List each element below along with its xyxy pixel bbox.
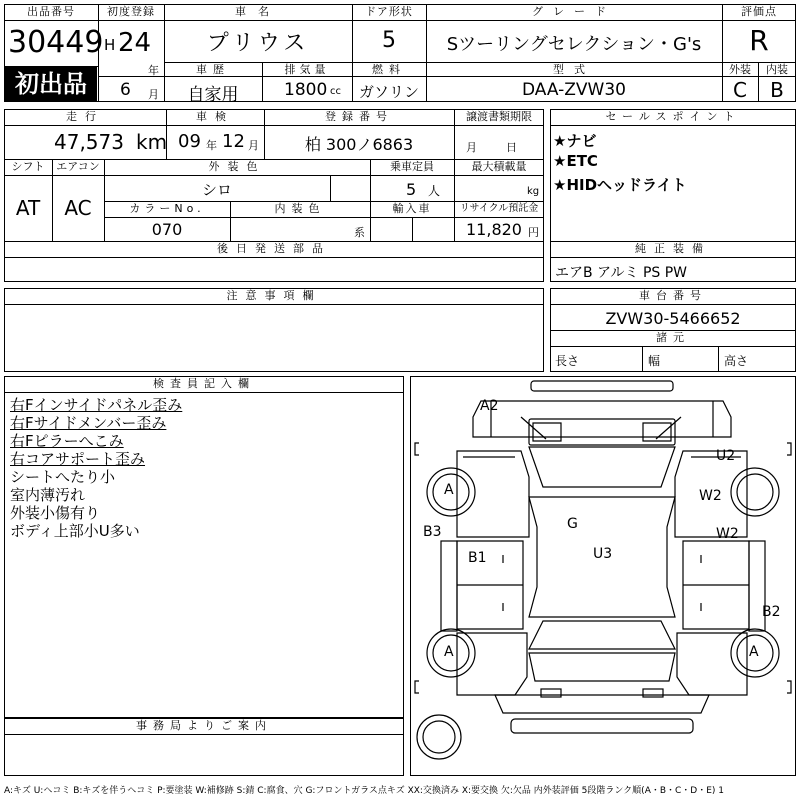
interior-color-label: 内装色 bbox=[274, 202, 326, 215]
inspector-note: 外装小傷有り bbox=[10, 504, 101, 522]
sales-point-1: ★ナビ bbox=[553, 132, 597, 150]
color-label: 外装色 bbox=[208, 160, 266, 173]
inspector-note: シートへたり小 bbox=[10, 468, 116, 486]
capacity-unit: 人 bbox=[428, 184, 441, 198]
car-name: プリウス bbox=[206, 31, 310, 56]
model-value: DAA-ZVW30 bbox=[521, 80, 626, 100]
displacement-unit: cc bbox=[330, 86, 341, 97]
history-label: 車歴 bbox=[196, 63, 230, 76]
recycle-unit: 円 bbox=[528, 226, 539, 239]
score-value: R bbox=[749, 24, 769, 57]
color-no-value: 070 bbox=[151, 220, 183, 239]
max-load-unit: kg bbox=[527, 186, 540, 197]
fuel-label: 燃料 bbox=[372, 63, 406, 76]
displacement-label: 排気量 bbox=[284, 63, 330, 76]
mileage-unit: km bbox=[136, 130, 168, 154]
history-value: 自家用 bbox=[187, 85, 239, 105]
damage-mark-a-rear-right: A bbox=[749, 644, 759, 660]
damage-mark-u2: U2 bbox=[716, 448, 736, 464]
damage-mark-u3: U3 bbox=[593, 546, 613, 562]
lot-number-label: 出品番号 bbox=[27, 5, 75, 18]
era-value: H bbox=[104, 36, 116, 54]
max-load-label: 最大積載量 bbox=[471, 160, 527, 173]
interior-color-unit: 系 bbox=[354, 226, 365, 239]
damage-mark-w2-right: W2 bbox=[716, 526, 739, 542]
inspector-note: 右コアサポート歪み bbox=[10, 450, 146, 468]
transfer-day-unit: 日 bbox=[506, 141, 517, 154]
ac-label: エアコン bbox=[56, 160, 100, 173]
length-label: 長さ bbox=[555, 354, 580, 368]
shift-value: AT bbox=[15, 196, 41, 220]
fuel-value: ガソリン bbox=[358, 83, 419, 101]
interior-grade: B bbox=[770, 78, 784, 102]
exterior-grade: C bbox=[733, 78, 747, 102]
inspection-year: 09 bbox=[178, 131, 201, 152]
first-registration-label: 初度登録 bbox=[107, 5, 155, 18]
mileage-label: 走行 bbox=[66, 110, 104, 123]
mileage-value: 47,573 bbox=[54, 130, 124, 154]
inspector-note: ボディ上部小U多い bbox=[10, 522, 140, 540]
shift-label: シフト bbox=[11, 160, 45, 173]
registration-year: 24 bbox=[118, 28, 152, 58]
year-unit: 年 bbox=[148, 64, 159, 77]
sales-point-3: ★HIDヘッドライト bbox=[553, 176, 687, 194]
first-listing-badge: 初出品 bbox=[5, 67, 97, 101]
car-diagram-box bbox=[410, 376, 796, 776]
lot-number: 30449 bbox=[8, 25, 104, 60]
damage-legend: A:キズ U:ヘコミ B:キズを伴うヘコミ P:要塗装 W:補修跡 S:錆 C:腐食、穴 G:フロントガラス点キズ XX:交換済み X:要交換 欠:欠品 内外装評価 5段階ランク順(A・B・C・D・E) 1 bbox=[4, 786, 725, 796]
recycle-label: リサイクル預託金 bbox=[459, 203, 539, 214]
car-name-label: 車名 bbox=[235, 5, 281, 18]
recycle-value: 11,820 bbox=[466, 220, 522, 239]
dimensions-label: 諸元 bbox=[656, 331, 690, 344]
interior-grade-label: 内装 bbox=[766, 63, 788, 76]
genuine-equipment-value: エアB アルミ PS PW bbox=[555, 265, 688, 281]
plate-label: 登録番号 bbox=[325, 110, 393, 123]
color-value: シロ bbox=[201, 181, 232, 199]
damage-mark-a-rear-left: A bbox=[444, 644, 454, 660]
height-label: 高さ bbox=[724, 354, 749, 368]
damage-mark-b2: B2 bbox=[762, 604, 781, 620]
grade-value: Sツーリングセレクション・G's bbox=[446, 34, 702, 55]
displacement-value: 1800 bbox=[284, 80, 328, 100]
damage-mark-a-front-left: A bbox=[444, 482, 454, 498]
width-label: 幅 bbox=[648, 354, 661, 368]
car-outline-diagram bbox=[411, 377, 795, 775]
inspector-note: 室内薄汚れ bbox=[10, 486, 86, 504]
transfer-month-unit: 月 bbox=[466, 141, 477, 154]
color-no-label: カラーNo. bbox=[129, 202, 205, 215]
doors-label: ドア形状 bbox=[365, 5, 413, 18]
inspection-month-unit: 月 bbox=[248, 139, 259, 152]
score-label: 評価点 bbox=[741, 5, 777, 18]
caution-label: 注意事項欄 bbox=[226, 289, 322, 302]
grade-label: グレード bbox=[532, 5, 616, 18]
damage-mark-a2: A2 bbox=[480, 398, 499, 414]
plate-value: 柏 300ノ6863 bbox=[304, 135, 414, 154]
sales-point-2: ★ETC bbox=[553, 152, 598, 170]
damage-mark-g: G bbox=[567, 516, 578, 532]
damage-mark-w2-upper: W2 bbox=[699, 488, 722, 504]
inspector-notes-list bbox=[10, 396, 182, 540]
chassis-label: 車台番号 bbox=[639, 289, 707, 302]
doors-value: 5 bbox=[382, 28, 396, 53]
month-unit: 月 bbox=[148, 88, 159, 101]
genuine-equipment-label: 純正装備 bbox=[635, 242, 711, 255]
inspector-note: 右Fピラーへこみ bbox=[10, 432, 124, 450]
capacity-label: 乗車定員 bbox=[390, 160, 434, 173]
import-label: 輸入車 bbox=[392, 202, 432, 215]
inspector-notes-label: 検査員記入欄 bbox=[153, 377, 255, 390]
inspector-note: 右Fサイドメンバー歪み bbox=[10, 414, 167, 432]
inspection-month: 12 bbox=[222, 131, 245, 152]
model-label: 型式 bbox=[553, 63, 595, 76]
damage-mark-b3: B3 bbox=[423, 524, 442, 540]
capacity-value: 5 bbox=[406, 180, 417, 199]
exterior-grade-label: 外装 bbox=[729, 63, 751, 76]
chassis-number: ZVW30-5466652 bbox=[605, 309, 741, 328]
ac-value: AC bbox=[64, 196, 92, 220]
sales-points-label: セールスポイント bbox=[605, 110, 741, 123]
inspection-label: 車検 bbox=[196, 110, 234, 123]
inspector-note: 右Fインサイドパネル歪み bbox=[10, 396, 183, 414]
later-parts-label: 後日発送部品 bbox=[217, 242, 331, 255]
transfer-deadline-label: 譲渡書類期限 bbox=[466, 110, 532, 123]
inspection-year-unit: 年 bbox=[206, 139, 217, 152]
office-notes-label: 事務局よりご案内 bbox=[136, 719, 272, 732]
registration-month: 6 bbox=[120, 80, 131, 100]
damage-mark-b1: B1 bbox=[468, 550, 487, 566]
